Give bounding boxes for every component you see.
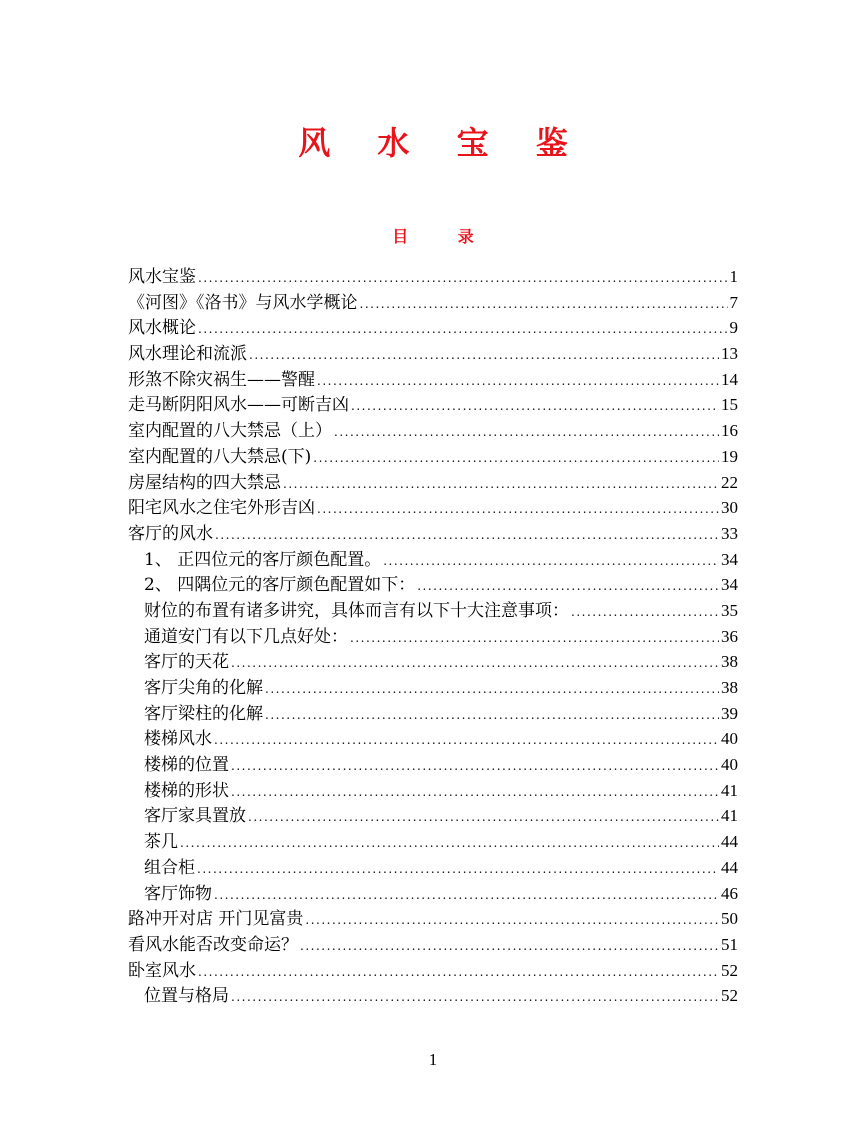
toc-leader-dots [198, 317, 728, 343]
toc-leader-dots [231, 651, 719, 677]
toc-leader-dots [417, 574, 719, 600]
toc-entry-label: 阳宅风水之住宅外形吉凶 [128, 498, 315, 519]
toc-entry[interactable] [128, 572, 738, 598]
toc-entry-label: 1、 正四位元的客厅颜色配置。 [144, 549, 382, 570]
toc-entry[interactable] [128, 470, 738, 496]
toc-entry-label: 客厅的风水 [128, 523, 213, 544]
toc-leader-dots [215, 523, 719, 549]
toc-entry[interactable] [128, 521, 738, 547]
toc-entry-page: 52 [721, 986, 738, 1006]
toc-entry-label: 卧室风水 [128, 960, 196, 981]
toc-entry-label: 茶几 [144, 832, 178, 853]
toc-entry[interactable] [128, 803, 738, 829]
toc-entry[interactable] [128, 392, 738, 418]
toc-entry-page: 41 [721, 780, 738, 800]
toc-entry-page: 14 [721, 369, 738, 389]
toc-entry[interactable] [128, 290, 738, 316]
toc-entry[interactable] [128, 906, 738, 932]
toc-entry-page: 35 [721, 600, 738, 620]
toc-entry-label: 位置与格局 [144, 986, 229, 1007]
toc-entry-page: 44 [721, 832, 738, 852]
toc-entry-label: 风水概论 [128, 318, 196, 339]
toc-leader-dots [214, 883, 719, 909]
document-title: 风 水 宝 鉴 [298, 124, 586, 162]
toc-entry[interactable] [128, 701, 738, 727]
toc-entry[interactable] [128, 264, 738, 290]
toc-leader-dots [360, 292, 728, 318]
toc-entry-page: 41 [721, 806, 738, 826]
toc-entry-page: 46 [721, 883, 738, 903]
toc-entry-page: 33 [721, 523, 738, 543]
toc-entry[interactable] [128, 341, 738, 367]
toc-leader-dots [214, 728, 719, 754]
toc-leader-dots [317, 497, 719, 523]
toc-leader-dots [283, 472, 719, 498]
toc-entry-label: 房屋结构的四大禁忌 [128, 472, 281, 493]
toc-entry-page: 30 [721, 498, 738, 518]
toc-entry-label: 风水理论和流派 [128, 344, 247, 365]
toc-entry-label: 2、 四隅位元的客厅颜色配置如下： [144, 575, 416, 596]
toc-entry-label: 室内配置的八大禁忌（上） [128, 421, 332, 442]
toc-leader-dots [265, 703, 719, 729]
toc-entry[interactable] [128, 624, 738, 650]
toc-entry[interactable] [128, 444, 738, 470]
toc-entry-page: 34 [721, 549, 738, 569]
toc-entry-page: 40 [721, 755, 738, 775]
toc-entry-label: 财位的布置有诸多讲究，具体而言有以下十大注意事项： [144, 600, 569, 621]
toc-leader-dots [231, 985, 719, 1011]
toc-leader-dots [334, 420, 719, 446]
toc-entry-page: 52 [721, 960, 738, 980]
toc-entry-page: 34 [721, 575, 738, 595]
toc-entry-label: 风水宝鉴 [128, 267, 196, 287]
toc-leader-dots [350, 626, 719, 652]
toc-entry[interactable] [128, 649, 738, 675]
toc-entry[interactable] [128, 855, 738, 881]
toc-entry-page: 16 [721, 421, 738, 441]
toc-entry-page: 15 [721, 395, 738, 415]
toc-leader-dots [300, 934, 719, 960]
toc-leader-dots [571, 600, 719, 626]
toc-entry[interactable] [128, 675, 738, 701]
toc-entry-label: 客厅尖角的化解 [144, 678, 263, 698]
toc-entry-label: 走马断阴阳风水——可断吉凶 [128, 395, 349, 416]
toc-entry-page: 40 [721, 729, 738, 749]
toc-entry-label: 形煞不除灾祸生——警醒 [128, 369, 315, 390]
toc-entry[interactable] [128, 726, 738, 752]
toc-entry[interactable] [128, 881, 738, 907]
toc-entry[interactable] [128, 778, 738, 804]
toc-entry-label: 客厅饰物 [144, 883, 212, 904]
toc-leader-dots [180, 831, 719, 857]
toc-entry-label: 室内配置的八大禁忌(下) [128, 446, 312, 467]
toc-entry[interactable] [128, 829, 738, 855]
toc-heading: 目 录 [392, 227, 496, 246]
toc-entry-page: 19 [721, 446, 738, 466]
toc-leader-dots [249, 343, 719, 369]
toc-leader-dots [231, 754, 719, 780]
toc-entry-page: 7 [729, 292, 738, 312]
toc-entry[interactable] [128, 495, 738, 521]
toc-entry[interactable] [128, 315, 738, 341]
table-of-contents [128, 264, 738, 1009]
toc-entry-label: 客厅的天花 [144, 652, 229, 673]
toc-entry-page: 36 [721, 626, 738, 646]
toc-leader-dots [313, 446, 719, 472]
toc-entry-page: 1 [729, 267, 738, 286]
toc-leader-dots [351, 394, 719, 420]
toc-entry[interactable] [128, 598, 738, 624]
toc-leader-dots [198, 266, 728, 292]
toc-entry-label: 通道安门有以下几点好处： [144, 626, 348, 647]
toc-entry[interactable] [128, 983, 738, 1009]
toc-entry-page: 9 [729, 318, 738, 338]
toc-leader-dots [248, 805, 719, 831]
page-number: 1 [428, 1050, 438, 1069]
toc-entry[interactable] [128, 932, 738, 958]
toc-entry-label: 《河图》《洛书》与风水学概论 [128, 292, 358, 313]
toc-entry-page: 22 [721, 472, 738, 492]
toc-leader-dots [231, 780, 719, 806]
toc-entry-page: 38 [721, 678, 738, 697]
toc-entry-label: 楼梯的形状 [144, 780, 229, 801]
toc-entry-label: 看风水能否改变命运？ [128, 934, 298, 955]
toc-entry-page: 13 [721, 344, 738, 364]
toc-entry-label: 楼梯的位置 [144, 755, 229, 776]
toc-leader-dots [317, 369, 719, 395]
toc-entry[interactable] [128, 958, 738, 984]
toc-entry-page: 51 [721, 934, 738, 954]
toc-entry-label: 客厅家具置放 [144, 806, 246, 827]
toc-entry[interactable] [128, 367, 738, 393]
toc-entry-label: 客厅梁柱的化解 [144, 703, 263, 724]
toc-entry[interactable] [128, 752, 738, 778]
toc-entry-label: 路冲开对店 开门见富贵 [128, 909, 304, 930]
toc-leader-dots [383, 549, 719, 575]
toc-entry-page: 38 [721, 652, 738, 672]
toc-entry-page: 39 [721, 703, 738, 723]
toc-leader-dots [265, 677, 719, 703]
toc-entry-label: 楼梯风水 [144, 729, 212, 750]
toc-entry[interactable] [128, 418, 738, 444]
toc-entry-label: 组合柜 [144, 857, 195, 878]
toc-entry-page: 50 [721, 909, 738, 929]
toc-leader-dots [305, 908, 719, 934]
toc-leader-dots [197, 857, 719, 883]
toc-leader-dots [198, 960, 719, 986]
toc-entry[interactable] [128, 547, 738, 573]
toc-entry-page: 44 [721, 857, 738, 877]
